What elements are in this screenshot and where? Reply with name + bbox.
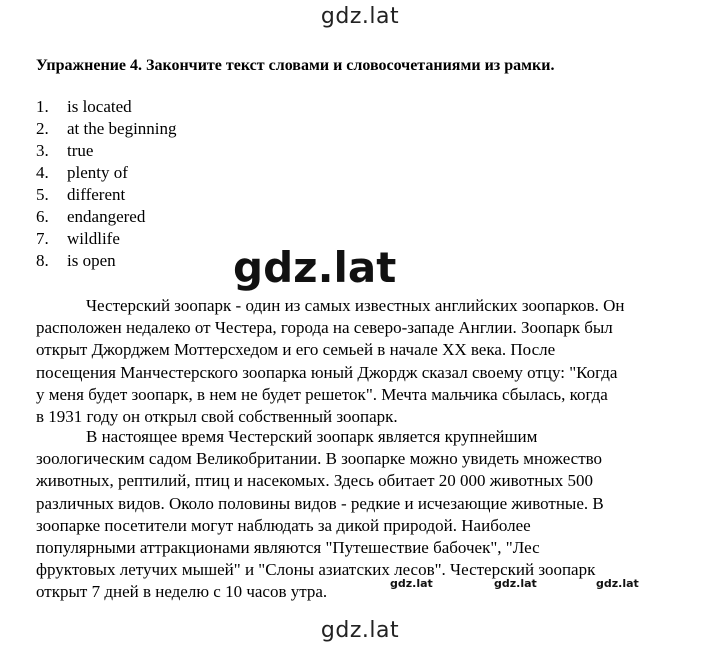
answer-item — [36, 96, 177, 118]
watermark-small: gdz.lat — [494, 577, 537, 590]
answer-number: 1. — [36, 97, 49, 116]
text-line: открыт 7 дней в неделю с 10 часов утра. — [36, 582, 328, 602]
answer-item — [36, 250, 177, 272]
answer-list — [36, 96, 177, 272]
answer-number: 7. — [36, 229, 49, 248]
answer-number: 5. — [36, 185, 49, 204]
watermark-small: gdz.lat — [596, 577, 639, 590]
text-line: в 1931 году он открыл свой собственный зоопарк. — [36, 407, 398, 427]
answer-item — [36, 228, 177, 250]
answer-text: is located — [67, 97, 132, 116]
answer-number: 3. — [36, 141, 49, 160]
answer-number: 8. — [36, 251, 49, 270]
watermark-bottom: gdz.lat — [320, 618, 400, 643]
watermark-small: gdz.lat — [390, 577, 433, 590]
answer-item — [36, 206, 177, 228]
exercise-title: Упражнение 4. Закончите текст словами и словосочетаниями из рамки. — [36, 57, 555, 74]
answer-text: endangered — [67, 207, 146, 226]
answer-number: 6. — [36, 207, 49, 226]
answer-item — [36, 184, 177, 206]
text-line: Честерский зоопарк - один из самых известных английских зоопарков. Он — [86, 296, 625, 315]
translation-paragraph-1 — [36, 295, 706, 428]
text-line: животных, рептилий, птиц и насекомых. Здесь обитает 20 000 животных 500 — [36, 471, 593, 491]
answer-item — [36, 162, 177, 184]
text-line: у меня будет зоопарк, в нем не будет решеток". Мечта мальчика сбылась, когда — [36, 384, 608, 404]
watermark-top: gdz.lat — [320, 4, 400, 29]
watermark-middle: gdz.lat — [233, 243, 397, 292]
text-line: зоопарке посетители могут наблюдать за дикой природой. Наиболее — [36, 515, 531, 535]
answer-text: different — [67, 185, 126, 204]
answer-text: true — [67, 141, 94, 160]
text-line: открыт Джорджем Моттерсхедом и его семьей в начале XX века. После — [36, 340, 556, 360]
text-line: посещения Манчестерского зоопарка юный Джордж сказал своему отцу: "Когда — [36, 362, 618, 382]
answer-number: 4. — [36, 163, 49, 182]
answer-text: wildlife — [67, 229, 120, 248]
text-line: популярными аттракционами являются "Путешествие бабочек", "Лес — [36, 538, 540, 558]
text-line: различных видов. Около половины видов - редкие и исчезающие животные. В — [36, 493, 604, 513]
answer-text: plenty of — [67, 163, 128, 182]
answer-number: 2. — [36, 119, 49, 138]
answer-text: at the beginning — [67, 119, 177, 138]
answer-text: is open — [67, 251, 116, 270]
answer-item — [36, 140, 177, 162]
text-line: фруктовых летучих мышей" и "Слоны азиатских лесов". Честерский зоопарк — [36, 560, 596, 580]
answer-item — [36, 118, 177, 140]
text-line: расположен недалеко от Честера, города на северо-западе Англии. Зоопарк был — [36, 318, 613, 338]
text-line: В настоящее время Честерский зоопарк является крупнейшим — [86, 427, 538, 446]
text-line: зоологическим садом Великобритании. В зоопарке можно увидеть множество — [36, 449, 603, 469]
